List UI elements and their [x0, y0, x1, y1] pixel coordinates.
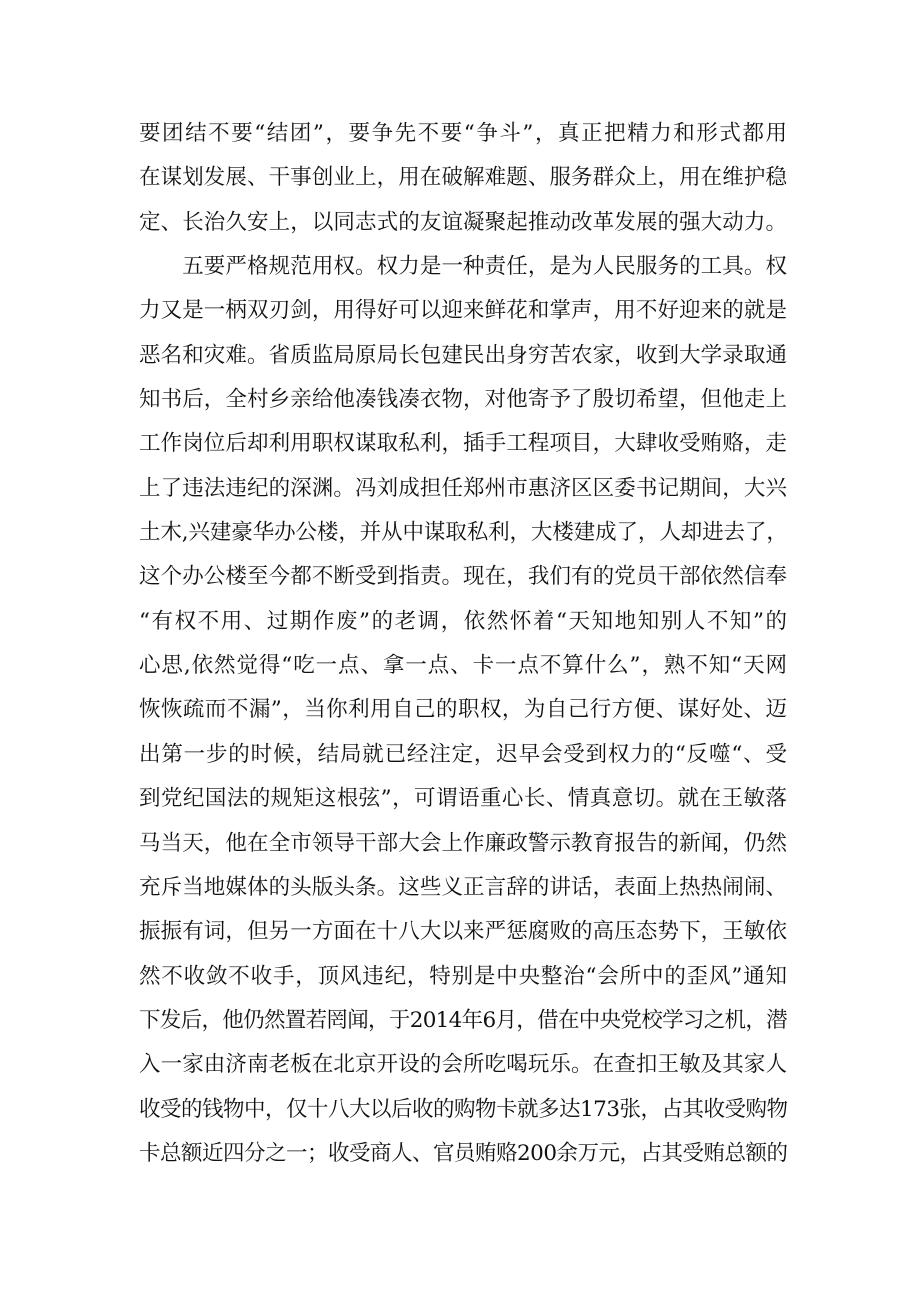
text-line: 入一家由济南老板在北京开设的会所吃喝玩乐。在查扣王敏及其家人 — [139, 1052, 787, 1078]
text-line: 下发后，他仍然置若罔闻，于2014年6月，借在中央党校学习之机，潜 — [139, 1007, 787, 1033]
text-line: 振振有词，但另一方面在十八大以来严惩腐败的高压态势下，王敏依 — [139, 919, 787, 945]
text-line: 卡总额近四分之一；收受商人、官员贿赂200余万元，占其受贿总额的 — [139, 1140, 788, 1166]
text-line: 到党纪国法的规矩这根弦”，可谓语重心长、情真意切。就在王敏落 — [139, 786, 787, 812]
text-line: 上了违法违纪的深渊。冯刘成担任郑州市惠济区区委书记期间，大兴 — [139, 475, 787, 501]
text-line: 力又是一柄双刃剑，用得好可以迎来鲜花和掌声，用不好迎来的就是 — [139, 298, 787, 324]
text-line: 在谋划发展、干事创业上，用在破解难题、服务群众上，用在维护稳 — [139, 165, 787, 191]
text-line: 恶名和灾难。省质监局原局长包建民出身穷苦农家，收到大学录取通 — [139, 342, 787, 368]
text-line: 工作岗位后却利用职权谋取私利，插手工程项目，大肆收受贿赂，走 — [139, 431, 787, 457]
text-line: 马当天，他在全市领导干部大会上作廉政警示教育报告的新闻，仍然 — [139, 830, 787, 856]
text-line: 然不收敛不收手，顶风违纪，特别是中央整治“会所中的歪风”通知 — [139, 963, 787, 989]
text-line: 土木,兴建豪华办公楼，并从中谋取私利，大楼建成了，人却进去了， — [139, 520, 788, 546]
text-line: 定、长治久安上，以同志式的友谊凝聚起推动改革发展的强大动力。 — [139, 209, 787, 235]
text-line: 收受的钱物中，仅十八大以后收的购物卡就多达173张，占其收受购物 — [139, 1096, 788, 1122]
text-line: 这个办公楼至今都不断受到指责。现在，我们有的党员干部依然信奉 — [139, 564, 787, 590]
text-line: 要团结不要“结团”，要争先不要“争斗”，真正把精力和形式都用 — [139, 121, 787, 146]
text-line: 五要严格规范用权。权力是一种责任，是为人民服务的工具。权 — [139, 254, 787, 280]
text-line: 充斥当地媒体的头版头条。这些义正言辞的讲话，表面上热热闹闹、 — [139, 874, 787, 900]
text-line: “有权不用、过期作废”的老调，依然怀着“天知地知别人不知”的 — [139, 608, 787, 634]
text-line: 恢恢疏而不漏”，当你利用自己的职权，为自己行方便、谋好处、迈 — [139, 697, 787, 723]
text-line: 心思,依然觉得“吃一点、拿一点、卡一点不算什么”，熟不知“天网 — [139, 653, 787, 679]
body-text — [139, 112, 787, 1176]
text-line: 出第一步的时候，结局就已经注定，迟早会受到权力的“反噬“、受 — [139, 741, 787, 767]
text-line: 知书后，全村乡亲给他凑钱凑衣物，对他寄予了殷切希望，但他走上 — [139, 387, 787, 413]
